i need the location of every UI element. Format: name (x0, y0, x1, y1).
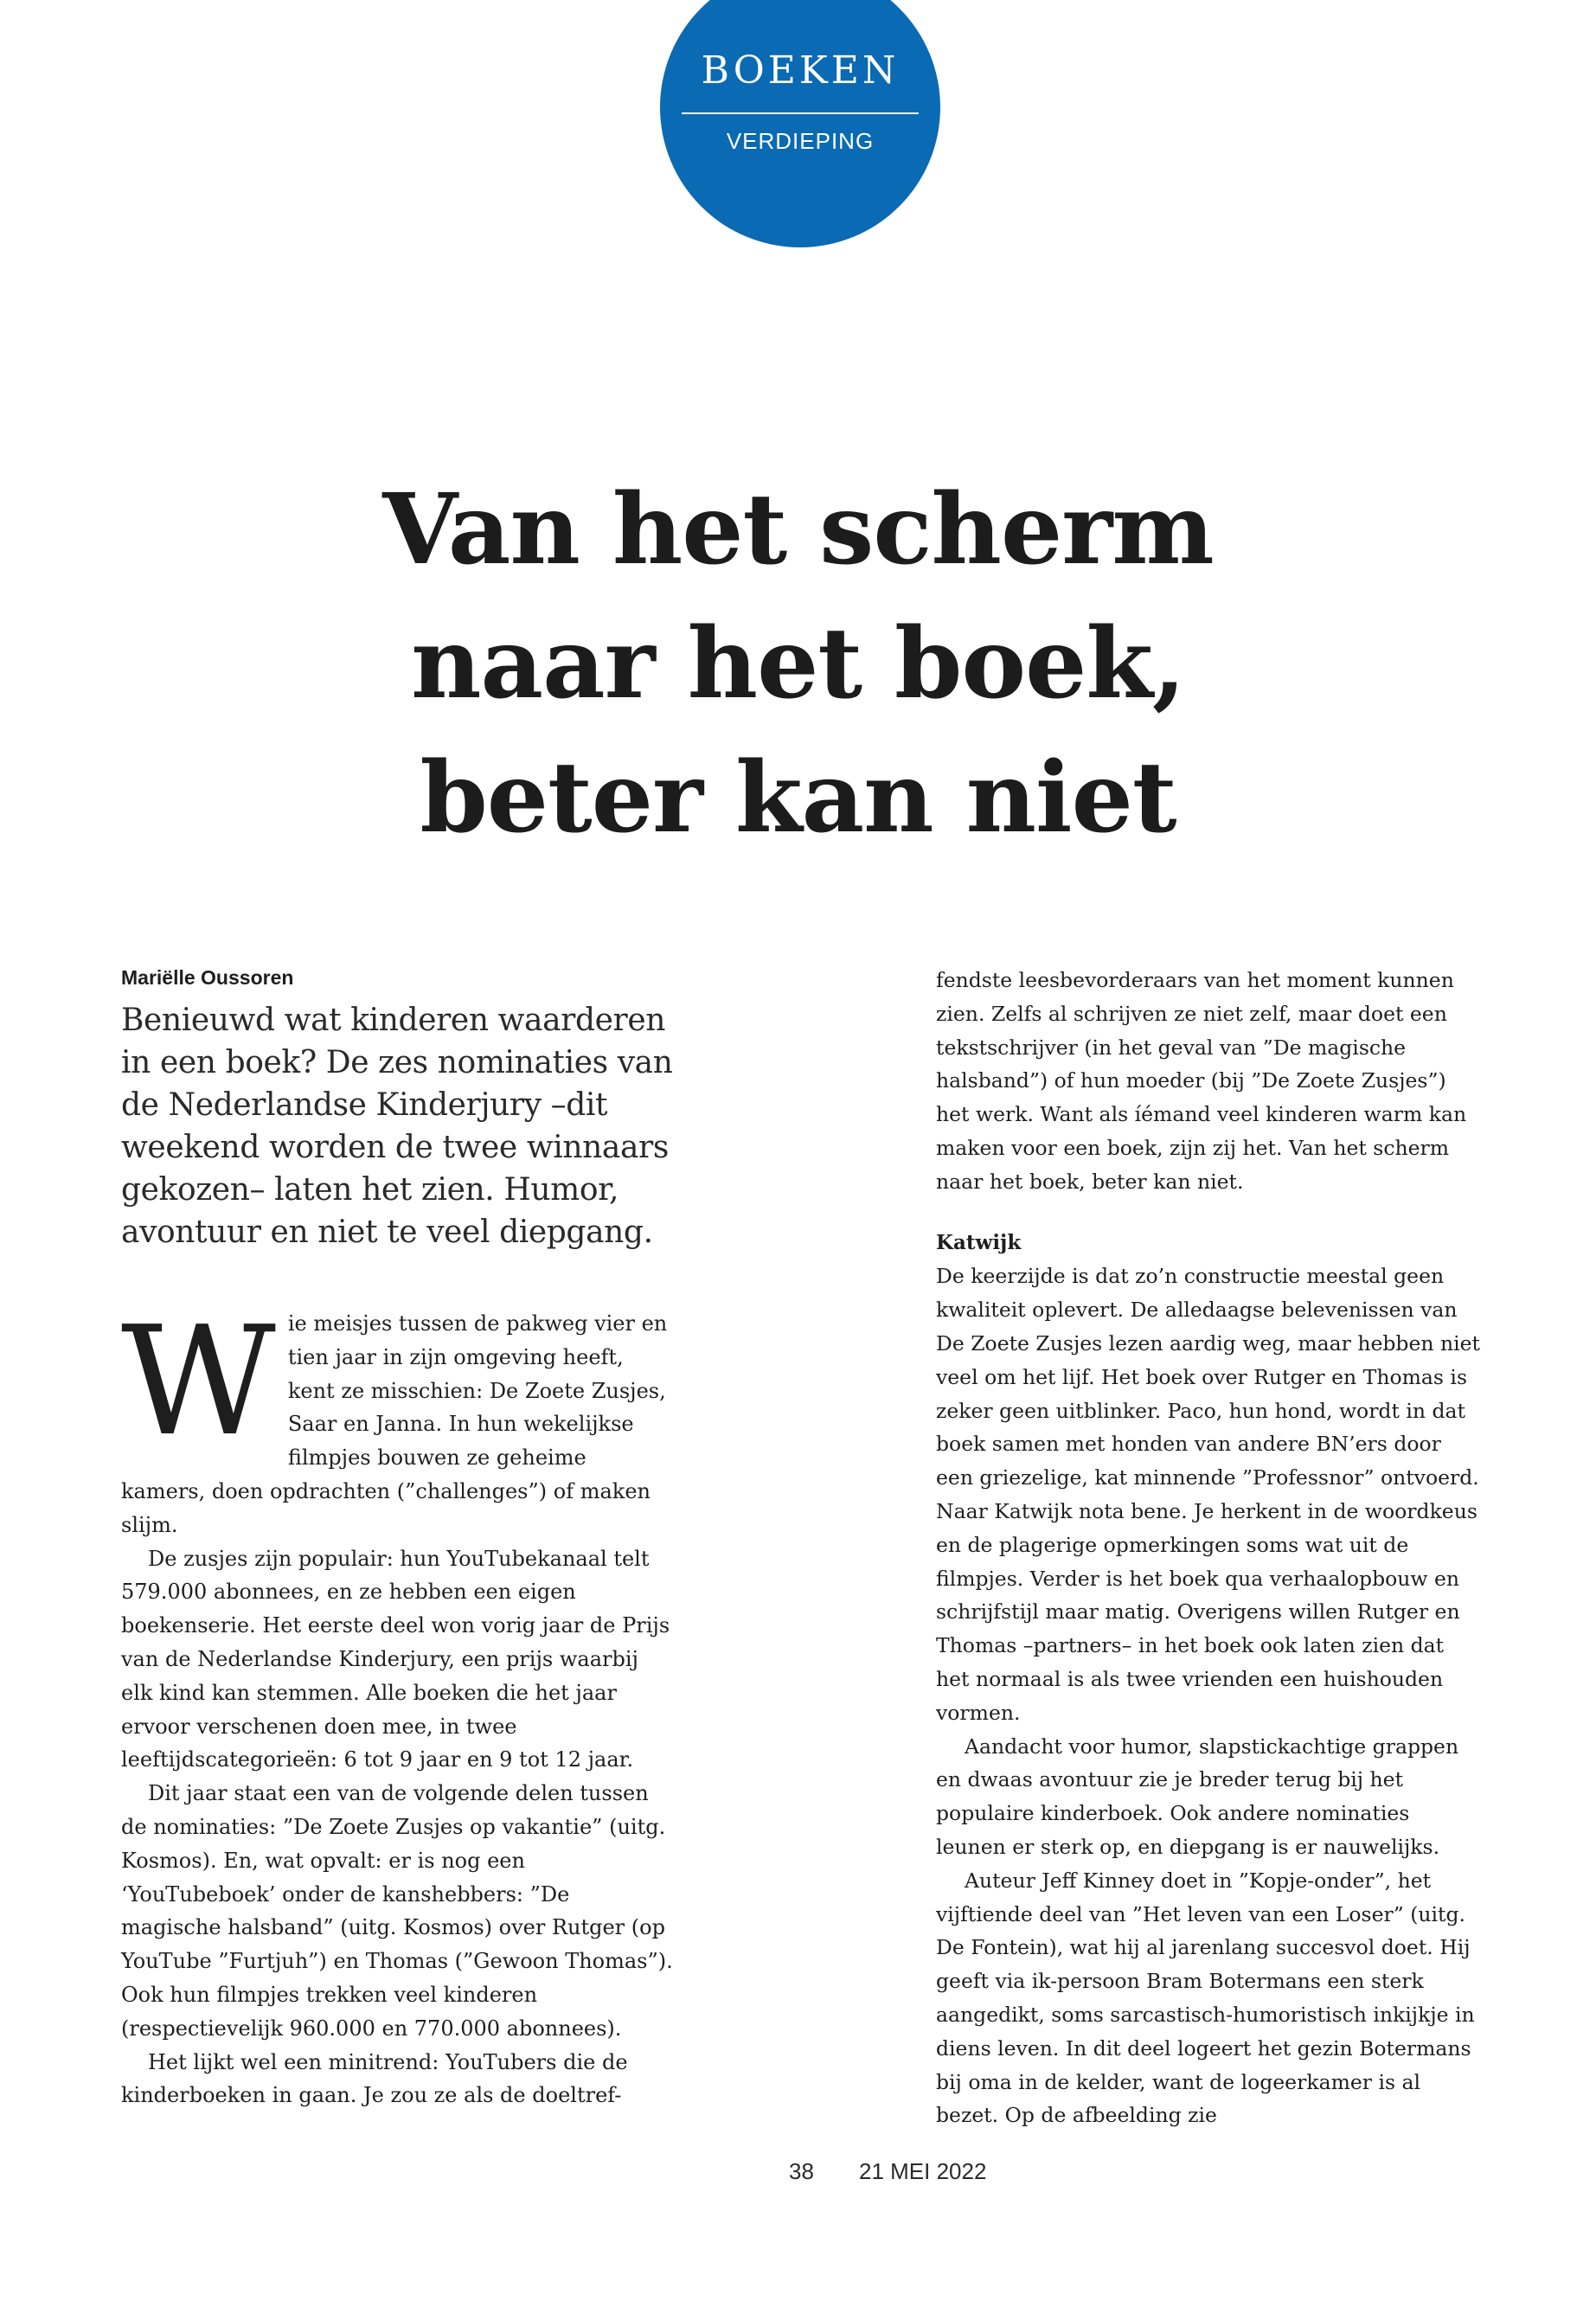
article-body-left (121, 1294, 675, 2112)
section-divider (682, 112, 919, 114)
body-paragraph: Dit jaar staat een van de volgende delen tussen de nominaties: ”De Zoete Zusjes op vakantie” (uitg. Kosmos). En, wat opvalt: er is nog een ‘YouTubeboek’ onder de kanshebbers: ”De magische halsband” (uitg. Kosmos) over Rutger (op YouTube ”Furtjuh”) en Thomas (”Gewoon Thomas”). Ook hun filmpjes trekken veel kinderen (respectievelijk 960.000 en 770.000 abonnees). (121, 1781, 673, 2041)
body-paragraph: ie meisjes tussen de pakweg vier en tien jaar in zijn omgeving heeft, kent ze misschien: De Zoete Zusjes, Saar en Janna. In hun wekelijkse filmpjes bouwen ze geheime kamers, doen opdrachten (”challenges”) of maken slijm. (121, 1311, 668, 1537)
issue-date: 21 MEI 2022 (859, 2158, 987, 2184)
author-byline: Mariëlle Oussoren (121, 966, 294, 989)
right-column (936, 964, 1481, 2132)
page-number: 38 (789, 2158, 814, 2184)
body-paragraph: De zusjes zijn populair: hun YouTubekanaal telt 579.000 abonnees, en ze hebben een eigen boekenserie. Het eerste deel won vorig jaar de Prijs van de Nederlandse Kinderjury, een prijs waarbij elk kind kan stemmen. Alle boeken die het jaar ervoor verschenen doen mee, in twee leeftijdscategorieën: 6 tot 9 jaar en 9 tot 12 jaar. (121, 1546, 670, 1772)
body-paragraph: Aandacht voor humor, slapstickachtige grappen en dwaas avontuur zie je breder terug bij het populaire kinderboek. Ook andere nominaties leunen er sterk op, en diepgang is er nauwelijks. (936, 1734, 1459, 1859)
headline-line-3: beter kan niet (420, 741, 1176, 855)
drop-cap: W (121, 1294, 276, 1470)
subheading: Katwijk (936, 1230, 1022, 1254)
headline (173, 463, 1423, 865)
section-badge (660, 0, 940, 247)
body-paragraph: fendste leesbevorderaars van het moment kunnen zien. Zelfs al schrijven ze niet zelf, maar doet een tekstschrijver (in het geval van ”De magische halsband”) of hun moeder (bij ”De Zoete Zusjes”) het werk. Want als íémand veel kinderen warm kan maken voor een boek, zijn zij het. Van het scherm naar het boek, beter kan niet. (936, 968, 1467, 1194)
body-paragraph: De keerzijde is dat zo’n constructie meestal geen kwaliteit oplevert. De alledaagse belevenissen van De Zoete Zusjes lezen aardig weg, maar hebben niet veel om het lijf. Het boek over Rutger en Thomas is zeker geen uitblinker. Paco, hun hond, wordt in dat boek samen met honden van andere BN’ers door een griezelige, kat minnende ”Professnor” ontvoerd. Naar Katwijk nota bene. Je herkent in de woordkeus en de plagerige opmerkingen soms wat uit de filmpjes. Verder is het boek qua verhaalopbouw en schrijfstijl maar matig. Overigens willen Rutger en Thomas –partners– in het boek ook laten zien dat het normaal is als twee vrienden een huishouden vormen. (936, 1264, 1480, 1725)
body-paragraph: Het lijkt wel een minitrend: YouTubers die de kinderboeken in gaan. Je zou ze als de doeltref- (121, 2049, 628, 2108)
left-column (121, 965, 675, 2112)
headline-line-1: Van het scherm (382, 473, 1214, 586)
section-subtitle: VERDIEPING (726, 128, 875, 154)
section-title: BOEKEN (701, 48, 900, 93)
lead-paragraph: Benieuwd wat kinderen waarderen in een boek? De zes nominaties van de Nederlandse Kinderjury –dit weekend worden de twee winnaars gekozen– laten het zien. Humor, avontuur en niet te veel diepgang. (121, 1003, 673, 1250)
headline-line-2: naar het boek, (411, 607, 1185, 721)
body-paragraph: Auteur Jeff Kinney doet in ”Kopje-onder”, het vijftiende deel van ”Het leven van een Loser” (uitg. De Fontein), wat hij al jarenlang succesvol doet. Hij geeft via ik-persoon Bram Botermans een sterk aangedikt, soms sarcastisch-humoristisch inkijkje in diens leven. In dit deel logeert het gezin Botermans bij oma in de kelder, want de logeerkamer is al bezet. Op de afbeelding zie (936, 1868, 1475, 2128)
